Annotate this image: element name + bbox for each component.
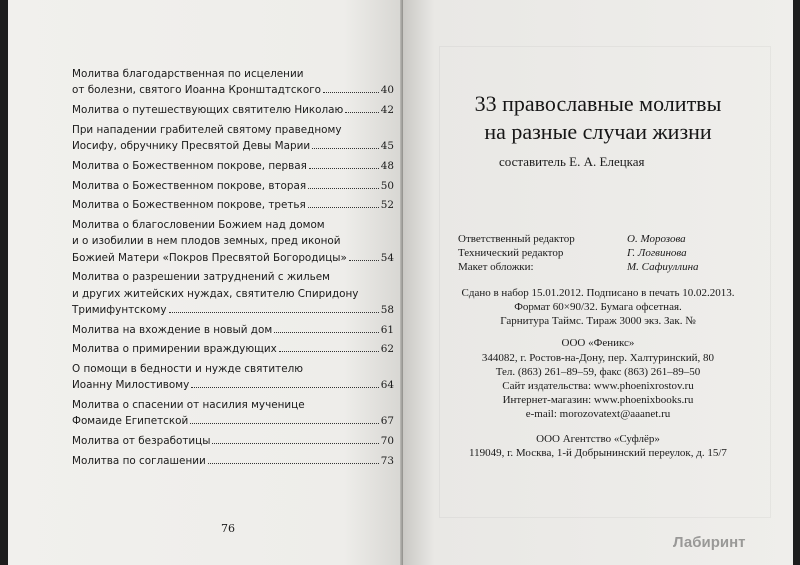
toc-leader-dots [212,443,378,444]
toc-entry-text: Иоанну Милостивому [72,379,190,392]
toc-leader-dots [279,351,379,352]
toc-entry-text: Молитва о спасении от насилия мученице [72,399,305,412]
agency-address: 119049, г. Москва, 1-й Добрынинский переулок, д. 15/7 [469,447,727,459]
toc-entry-text: Молитва о разрешении затруднений с жильем [72,271,330,284]
toc-entry-last-line [72,138,394,154]
toc-entry-text: Иосифу, обручнику Пресвятой Девы Марии [72,140,311,152]
credit-label: Технический редактор [458,247,564,259]
toc-entry [72,269,394,318]
toc-entry-last-line [72,250,394,266]
toc-entry [72,178,394,194]
toc-page-number: 70 [380,435,394,448]
toc-entry-last-line [72,413,394,429]
toc-entry [72,158,394,174]
toc-entry-text: Молитва по соглашении [72,454,206,467]
imprint-line: Сдано в набор 15.01.2012. Подписано в печать 10.02.2013. [461,287,735,299]
toc-entry-last-line [72,102,394,118]
toc-leader-dots [349,260,379,261]
toc-entry-last-line [72,302,394,318]
publisher-shop: Интернет-магазин: www.phoenixbooks.ru [502,394,694,406]
credit-value: М. Сафиуллина [627,261,699,273]
toc-entry-last-line [72,433,394,449]
toc-entry-last-line [72,178,394,194]
toc-leader-dots [274,332,379,333]
credit-value: Г. Логвинова [627,247,687,259]
toc-entry-last-line [72,377,394,393]
toc-entry-text: Молитва от безработицы [72,435,211,448]
toc-leader-dots [312,148,379,149]
toc-page-number: 48 [380,159,394,172]
table-of-contents [72,66,394,473]
publisher-name: ООО «Феникс» [561,337,635,349]
toc-entry [72,102,394,118]
toc-page-number: 45 [380,140,394,152]
toc-entry [72,217,394,266]
toc-page-number: 54 [380,251,394,264]
toc-entry-text: Молитва о Божественном покрове, третья [72,199,306,212]
toc-entry-text: О помощи в бедности и нужде святителю [72,363,304,376]
toc-entry-text: При нападении грабителей святому праведному [72,123,342,136]
toc-entry [72,361,394,393]
toc-leader-dots [323,92,379,93]
publisher-site: Сайт издательства: www.phoenixrostov.ru [502,380,694,392]
right-page [403,0,793,565]
toc-entry [72,433,394,449]
toc-leader-dots [308,188,379,189]
labirint-watermark: Лабиринт [673,534,746,551]
toc-entry-last-line [72,158,394,174]
page-number: 76 [221,522,235,535]
left-page [8,0,403,565]
toc-entry [72,341,394,357]
publisher-phone: Тел. (863) 261–89–59, факс (863) 261–89–50 [495,366,701,378]
toc-page-number: 64 [380,379,394,392]
toc-page-number: 67 [380,415,394,428]
toc-entry [72,122,394,154]
toc-entry-text: и о изобилии в нем плодов земных, пред иконой [72,235,341,248]
agency-name: ООО Агентство «Суфлёр» [536,433,660,445]
toc-leader-dots [345,112,378,113]
toc-entry [72,453,394,469]
toc-entry [72,66,394,98]
toc-page-number: 40 [380,84,394,97]
toc-leader-dots [191,387,379,388]
publisher-address: 344082, г. Ростов-на-Дону, пер. Халтуринский, 80 [481,352,715,364]
toc-leader-dots [309,168,379,169]
toc-page-number: 62 [380,343,394,356]
toc-page-number: 52 [380,199,394,212]
toc-entry [72,197,394,213]
toc-leader-dots [169,312,379,313]
toc-entry-text: Фомаиде Египетской [72,415,189,428]
imprint-line: Формат 60×90/32. Бумага офсетная. [514,301,682,313]
toc-entry-text: Молитва о примирении враждующих [72,343,277,356]
toc-entry-text: и других житейских нуждах, святителю Спиридону [72,287,359,300]
toc-entry-text: Молитва о Божественном покрове, вторая [72,179,307,192]
credit-label: Макет обложки: [458,261,534,273]
toc-entry-text: Молитва о Божественном покрове, первая [72,159,307,172]
toc-page-number: 58 [380,303,394,316]
toc-page-number: 73 [380,454,394,467]
toc-entry-text: Молитва о путешествующих святителю Николаю [72,104,344,116]
toc-page-number: 61 [380,323,394,336]
toc-entry-text: Молитва благодарственная по исцелении [72,68,304,80]
toc-page-number: 50 [380,179,394,192]
toc-leader-dots [208,463,379,464]
toc-entry-text: Божией Матери «Покров Пресвятой Богородицы» [72,251,347,264]
toc-entry-last-line [72,197,394,213]
toc-entry-last-line [72,82,394,98]
book-title-line-2: на разные случаи жизни [484,119,712,144]
toc-entry-last-line [72,322,394,338]
toc-page-number: 42 [380,104,394,116]
toc-entry [72,322,394,338]
toc-entry [72,397,394,429]
compiler-credit: составитель Е. А. Елецкая [499,154,645,169]
toc-entry-last-line [72,341,394,357]
toc-leader-dots [308,207,379,208]
toc-entry-last-line [72,453,394,469]
toc-entry-text: Молитва о благословении Божием над домом [72,219,325,232]
toc-entry-text: Молитва на вхождение в новый дом [72,323,273,336]
credit-value: О. Морозова [627,233,686,245]
publisher-email: e-mail: morozovatext@aaanet.ru [525,408,671,420]
book-title-line-1: 33 православные молитвы [474,91,722,116]
toc-entry-text: Тримифунтскому [72,303,167,316]
toc-entry-text: от болезни, святого Иоанна Кронштадтского [72,84,322,97]
credit-label: Ответственный редактор [458,233,575,245]
toc-leader-dots [190,423,379,424]
imprint-line: Гарнитура Таймс. Тираж 3000 экз. Зак. № [500,315,696,327]
